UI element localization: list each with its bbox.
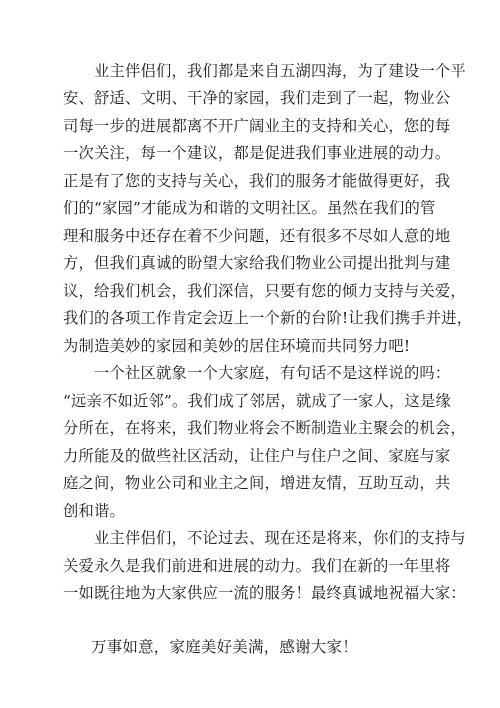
paragraph-1-line-9: 议，给我们机会，我们深信，只要有您的倾力支持与关爱， — [63, 282, 466, 300]
paragraph-1-line-7: 理和服务中还存在着不少问题，还有很多不尽如人意的地 — [63, 227, 451, 245]
paragraph-1-line-8: 方，但我们真诚的盼望大家给我们物业公司提出批判与建 — [63, 254, 451, 272]
paragraph-1-line-1: 业主伴侣们，我们都是来自五湖四海，为了建设一个平 — [94, 62, 466, 80]
paragraph-1-line-2: 安、舒适、文明、干净的家园，我们走到了一起，物业公 — [63, 89, 451, 107]
paragraph-1-line-3: 司每一步的进展都离不开广阔业主的支持和关心，您的每 — [63, 117, 451, 135]
paragraph-1-line-5: 正是有了您的支持与关心，我们的服务才能做得更好，我 — [63, 172, 451, 190]
paragraph-1-line-4: 一次关注，每一个建议，都是促进我们事业进展的动力。 — [63, 144, 451, 162]
paragraph-2-line-5: 庭之间，物业公司和业主之间，增进友情，互助互动，共 — [63, 474, 451, 492]
paragraph-2-line-3: 分所在，在将来，我们物业将会不断制造业主聚会的机会， — [63, 419, 466, 437]
paragraph-2-line-2: “远亲不如近邻”。我们成了邻居，就成了一家人，这是缘 — [63, 392, 451, 410]
paragraph-2-line-4: 力所能及的做些社区活动，让住户与住户之间、家庭与家 — [63, 447, 451, 465]
paragraph-3-line-2: 关爱永久是我们前进和进展的动力。我们在新的一年里将 — [63, 557, 451, 575]
paragraph-2-line-6: 创和谐。 — [63, 502, 125, 520]
paragraph-2-line-1: 一个社区就象一个大家庭，有句话不是这样说的吗： — [94, 364, 451, 382]
paragraph-3-line-1: 业主伴侣们，不论过去、现在还是将来，你们的支持与 — [94, 529, 466, 547]
paragraph-1-line-11: 为制造美妙的家园和美妙的居住环境而共同努力吧! — [63, 337, 411, 355]
paragraph-1-line-6: 们的“家园”才能成为和谐的文明社区。虽然在我们的管 — [63, 199, 436, 217]
paragraph-1-line-10: 我们的各项工作肯定会迈上一个新的台阶!让我们携手并进， — [63, 309, 473, 327]
closing-wishes: 万事如意，家庭美好美满，感谢大家！ — [91, 638, 358, 656]
paragraph-3-line-3: 一如既往地为大家供应一流的服务！最终真诚地祝福大家： — [63, 584, 466, 602]
